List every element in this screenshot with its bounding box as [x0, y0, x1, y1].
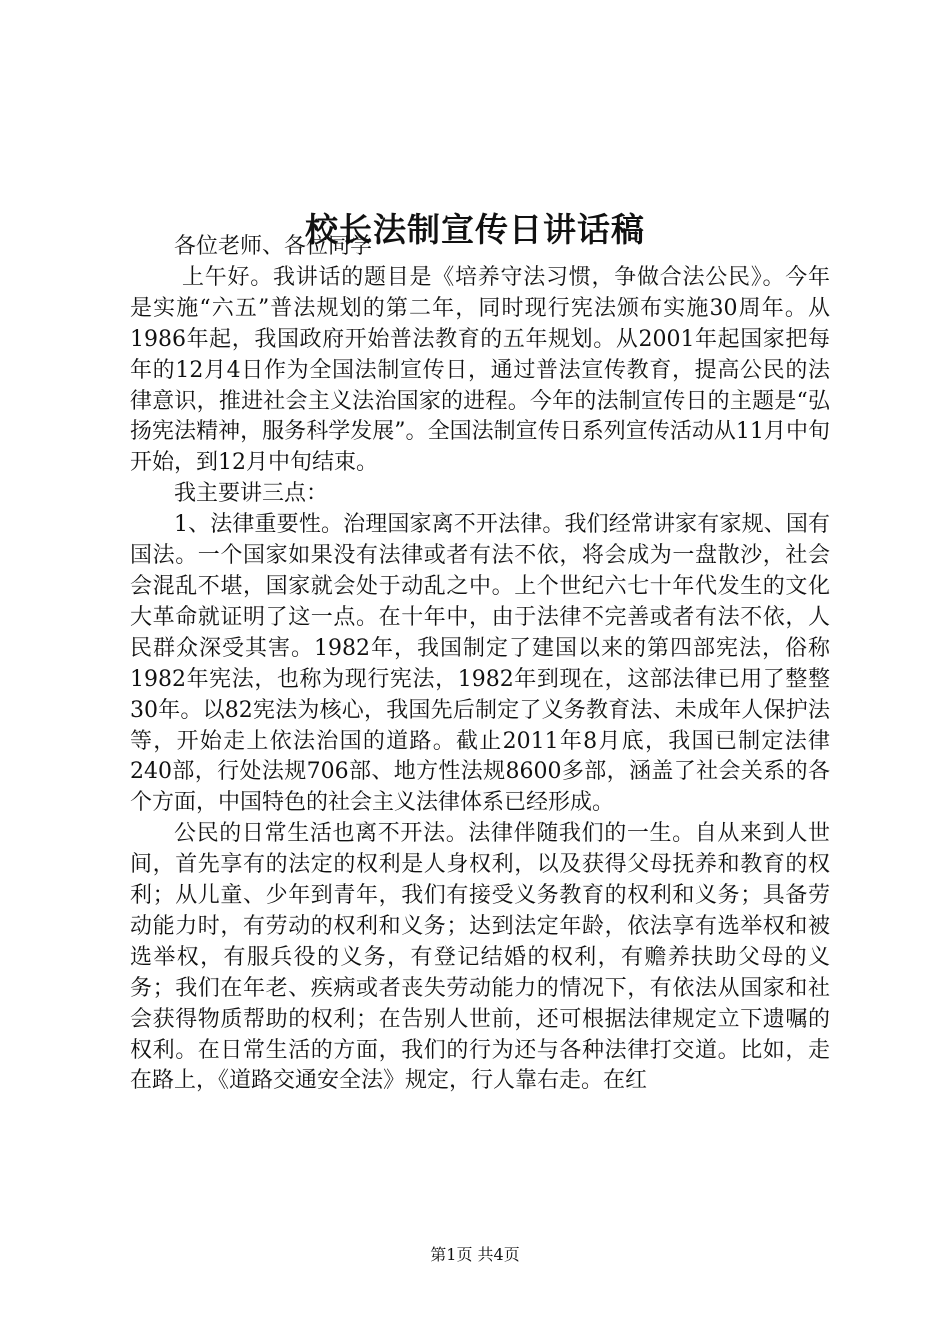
salutation-paragraph: 各位老师、各位同学 [174, 234, 373, 259]
daily-life-paragraph: 公民的日常生活也离不开法。法律伴随我们的一生。自从来到人世间，首先享有的法定的权利是人身权利，以及获得父母抚养和教育的权利；从儿童、少年到青年，我们有接受义务教育的权利和义务；具备劳动能力时，有劳动的权利和义务；达到法定年龄，依法享有选举权和被选举权，有服兵役的义务，有登记结婚的权利，有赡养扶助父母的义务；我们在年老、疾病或者丧失劳动能力的情况下，有依法从国家和社会获得物质帮助的权利；在告别人世前，还可根据法律规定立下遗嘱的权利。在日常生活的方面，我们的行为还与各种法律打交道。比如，走在路上，《道路交通安全法》规定，行人靠右走。在红 [130, 821, 830, 1094]
outline-paragraph: 我主要讲三点： [174, 481, 329, 507]
document-body [130, 232, 830, 1097]
intro-paragraph: 上午好。我讲话的题目是《培养守法习惯，争做合法公民》。今年是实施“六五”普法规划的第二年，同时现行宪法颁布实施30周年。从1986年起，我国政府开始普法教育的五年规划。从2001年起国家把每年的12月4日作为全国法制宣传日，通过普法宣传教育，提高公民的法律意识，推进社会主义法治国家的进程。今年的法制宣传日的主题是“弘扬宪法精神，服务科学发展”。全国法制宣传日系列宣传活动从11月中旬开始，到12月中旬结束。 [130, 264, 830, 476]
document-title: 校长法制宣传日讲话稿 [305, 210, 645, 250]
point-one-paragraph: 1、法律重要性。治理国家离不开法律。我们经常讲家有家规、国有国法。一个国家如果没有法律或者有法不依，将会成为一盘散沙，社会会混乱不堪，国家就会处于动乱之中。上个世纪六七十年代发生的文化大革命就证明了这一点。在十年中，由于法律不完善或者有法不依，人民群众深受其害。1982年，我国制定了建国以来的第四部宪法，俗称1982年宪法，也称为现行宪法，1982年到现在，这部法律已用了整整30年。以82宪法为核心，我国先后制定了义务教育法、未成年人保护法等，开始走上依法治国的道路。截止2011年8月底，我国已制定法律240部，行处法规706部、地方性法规8600多部，涵盖了社会关系的各个方面，中国特色的社会主义法律体系已经形成。 [130, 512, 830, 816]
page-number-footer: 第1页 共4页 [430, 1245, 520, 1264]
